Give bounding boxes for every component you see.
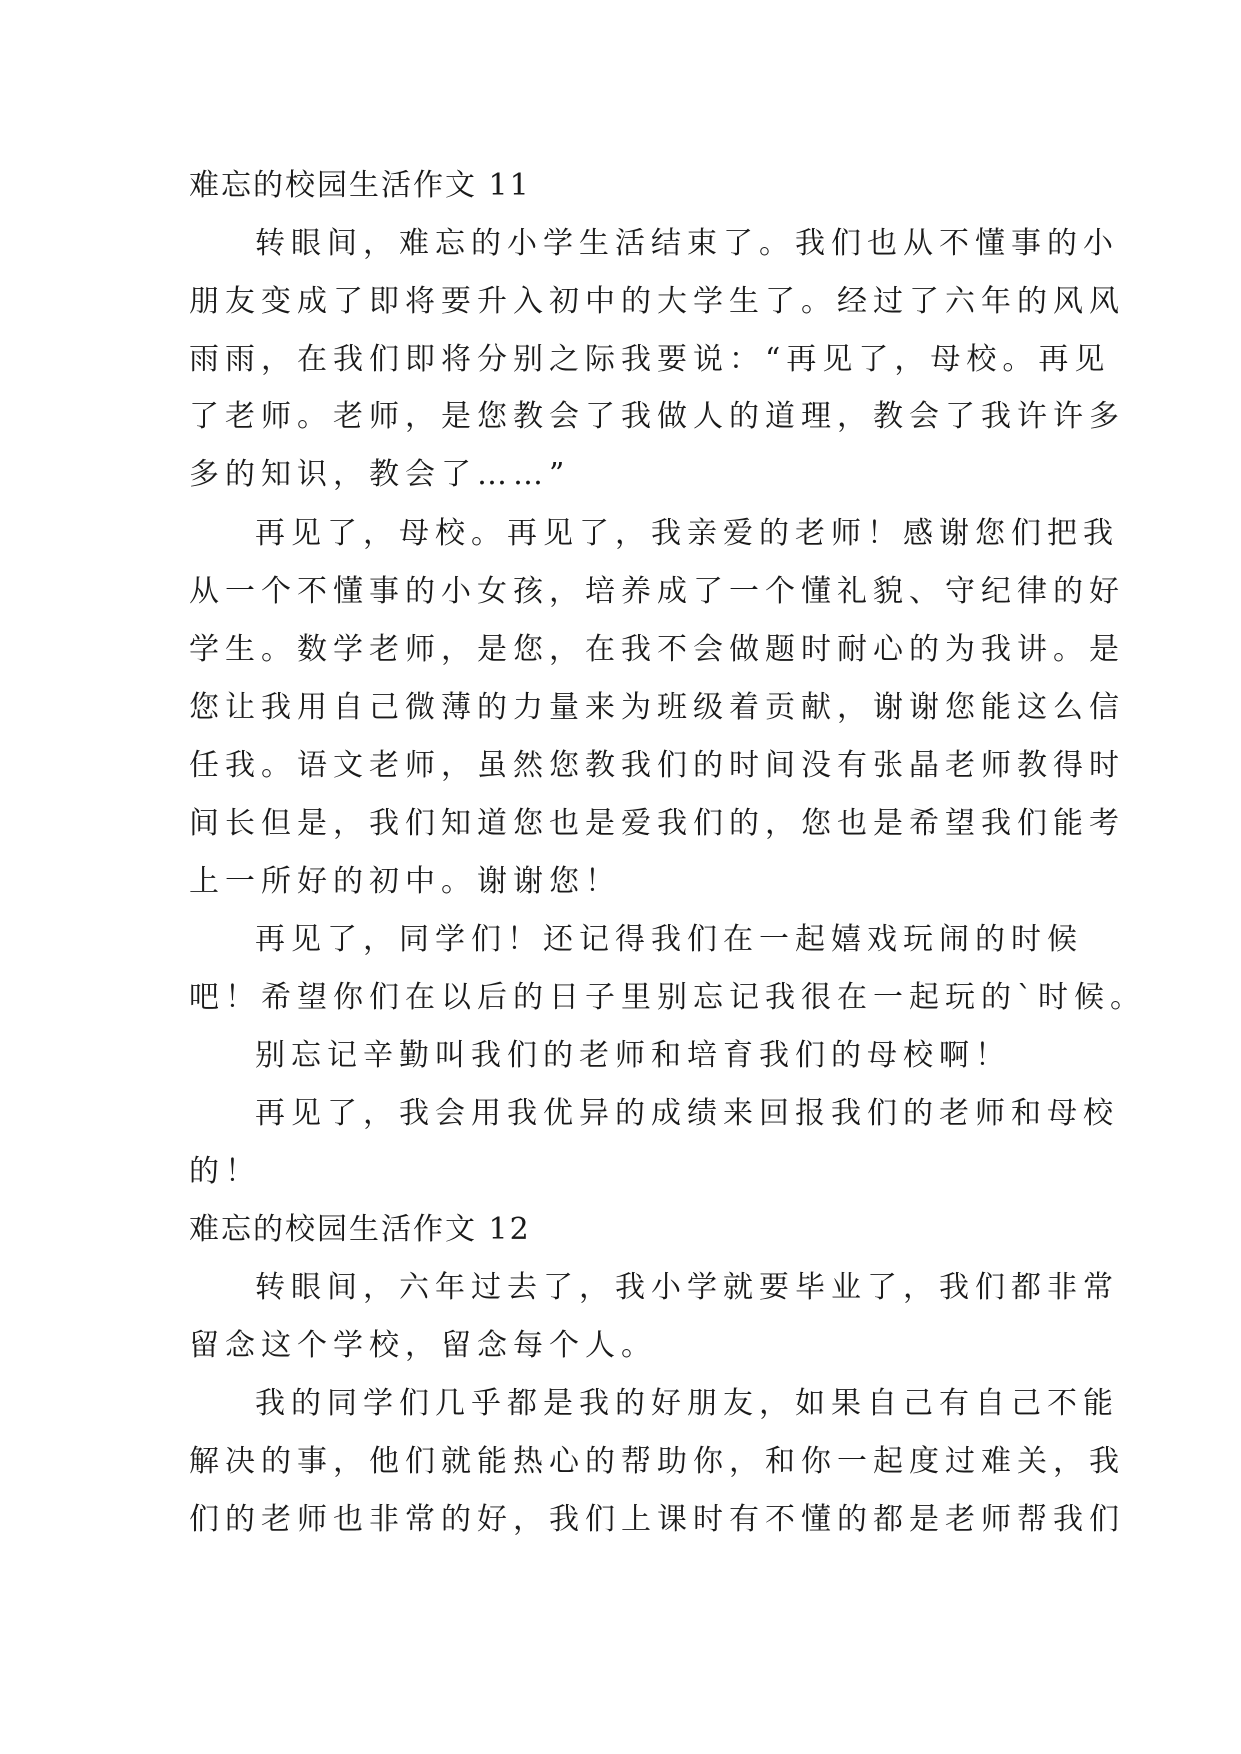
paragraph-line: 了老师。老师，是您教会了我做人的道理，教会了我许许多 (189, 399, 1125, 434)
paragraph-line: 您让我用自己微薄的力量来为班级着贡献，谢谢您能这么信 (189, 690, 1125, 725)
paragraph-line: 再见了，同学们！还记得我们在一起嬉戏玩闹的时候 (255, 922, 1083, 957)
paragraph-line: 留念这个学校，留念每个人。 (189, 1328, 657, 1363)
paragraph-line: 学生。数学老师，是您，在我不会做题时耐心的为我讲。是 (189, 632, 1125, 667)
paragraph-line: 转眼间，六年过去了，我小学就要毕业了，我们都非常 (255, 1270, 1119, 1305)
paragraph-line: 雨雨，在我们即将分别之际我要说：“再见了，母校。再见 (189, 342, 1111, 377)
paragraph-line: 上一所好的初中。谢谢您！ (189, 864, 621, 899)
paragraph-line: 别忘记辛勤叫我们的老师和培育我们的母校啊！ (255, 1038, 1011, 1073)
essay-title-11: 难忘的校园生活作文 11 (189, 168, 531, 203)
paragraph-line: 再见了，母校。再见了，我亲爱的老师！感谢您们把我 (255, 516, 1119, 551)
paragraph-line: 转眼间，难忘的小学生活结束了。我们也从不懂事的小 (255, 226, 1119, 261)
paragraph-line: 的！ (189, 1154, 261, 1189)
paragraph-line: 吧！希望你们在以后的日子里别忘记我很在一起玩的`时候。 (189, 980, 1146, 1015)
paragraph-line: 再见了，我会用我优异的成绩来回报我们的老师和母校 (255, 1096, 1119, 1131)
paragraph-line: 我的同学们几乎都是我的好朋友，如果自己有自己不能 (255, 1386, 1119, 1421)
paragraph-line: 们的老师也非常的好，我们上课时有不懂的都是老师帮我们 (189, 1502, 1125, 1537)
essay-title-12: 难忘的校园生活作文 12 (189, 1212, 531, 1247)
paragraph-line: 从一个不懂事的小女孩，培养成了一个懂礼貌、守纪律的好 (189, 574, 1125, 609)
paragraph-line: 间长但是，我们知道您也是爱我们的，您也是希望我们能考 (189, 806, 1125, 841)
paragraph-line: 解决的事，他们就能热心的帮助你，和你一起度过难关，我 (189, 1444, 1125, 1479)
paragraph-line: 朋友变成了即将要升入初中的大学生了。经过了六年的风风 (189, 284, 1125, 319)
paragraph-line: 任我。语文老师，虽然您教我们的时间没有张晶老师教得时 (189, 748, 1125, 783)
paragraph-line: 多的知识，教会了……” (189, 457, 571, 492)
